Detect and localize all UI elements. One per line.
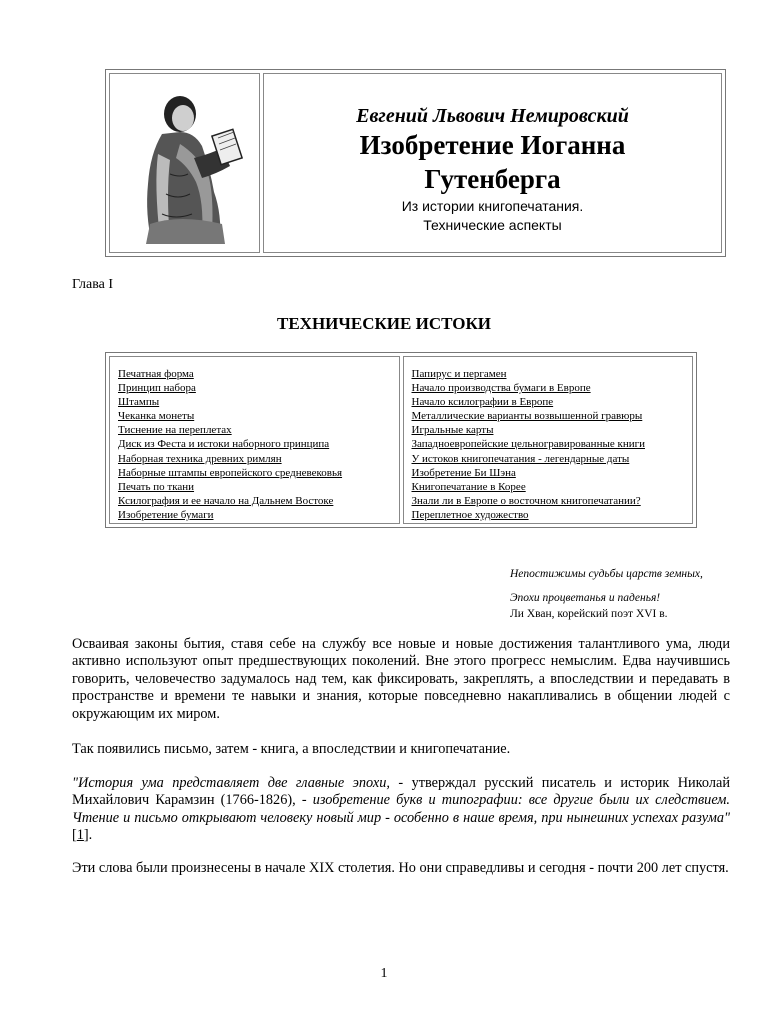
- epigraph-line2: Эпохи процветанья и паденья!: [510, 592, 661, 604]
- title-banner: [105, 69, 726, 257]
- toc-link[interactable]: Знали ли в Европе о восточном книгопечатании?: [411, 494, 641, 507]
- toc-link[interactable]: Начало производства бумаги в Европе: [411, 382, 591, 395]
- karamzin-quote-start: "История ума представляет две главные эпохи,: [72, 775, 390, 791]
- toc-link[interactable]: Наборные штампы европейского средневековья: [118, 466, 343, 479]
- toc-right-column: [403, 356, 694, 524]
- epigraph: [510, 566, 703, 622]
- toc-link[interactable]: Тиснение на переплетах: [118, 424, 232, 437]
- footnote-link[interactable]: 1: [76, 827, 84, 844]
- reading-figure-image: [110, 74, 259, 252]
- table-of-contents: [105, 352, 697, 528]
- karamzin-quote-end: изобретение букв и типографии: все другие были их следствием. Чтение и письмо открывают человеку новый мир - особенно в наше время, при нынешних успехах разума": [72, 792, 731, 826]
- chapter-label: Глава I: [72, 277, 114, 292]
- toc-left-column: [109, 356, 400, 524]
- toc-link[interactable]: Печатная форма: [118, 368, 194, 380]
- toc-link[interactable]: Изобретение бумаги: [118, 508, 214, 521]
- toc-link[interactable]: Переплетное художество: [411, 508, 529, 521]
- toc-link[interactable]: Чеканка монеты: [118, 410, 195, 423]
- toc-link[interactable]: Наборная техника древних римлян: [118, 452, 282, 465]
- toc-link[interactable]: У истоков книгопечатания - легендарные даты: [411, 452, 630, 465]
- toc-link[interactable]: Начало ксилографии в Европе: [411, 396, 554, 409]
- toc-link[interactable]: Печать по ткани: [118, 480, 195, 493]
- paragraph-2: Так появились письмо, затем - книга, а впоследствии и книгопечатание.: [72, 741, 511, 757]
- book-subtitle-line2: Технические аспекты: [423, 217, 562, 233]
- page-number: 1: [380, 966, 388, 981]
- toc-link[interactable]: Металлические варианты возвышенной гравюры: [411, 410, 643, 423]
- section-title: ТЕХНИЧЕСКИЕ ИСТОКИ: [276, 314, 492, 333]
- toc-link[interactable]: Книгопечатание в Корее: [411, 480, 526, 493]
- epigraph-line1: Непостижимы судьбы царств земных,: [510, 568, 703, 580]
- scholar-illustration: [109, 73, 260, 253]
- toc-link[interactable]: Принцип набора: [118, 382, 196, 395]
- toc-link[interactable]: Западноевропейские цельногравированные книги: [411, 438, 645, 451]
- toc-link[interactable]: Диск из Феста и истоки наборного принципа: [118, 438, 330, 451]
- book-author: Евгений Львович Немировский: [356, 105, 629, 127]
- karamzin-attribution: - утверждал русский писатель и историк Николай Михайлович Карамзин (1766-1826), -: [72, 775, 730, 809]
- title-block: [263, 73, 722, 253]
- toc-link[interactable]: Ксилография и ее начало на Дальнем Востоке: [118, 494, 334, 507]
- paragraph-1: Осваивая законы бытия, ставя себе на службу все новые и новые достижения талантливого ума, люди активно используют опыт предшествующих поколений. Вне этого прогресс немыслим. Едва научившись говорить, человечество задумалось над тем, как фиксировать, закреплять, а впоследствии и передавать в пространстве и времени те навыки и знания, которые повседневно накапливались в общении людей с окружающим их миром.: [72, 636, 730, 722]
- epigraph-attribution: Ли Хван, корейский поэт XVI в.: [510, 608, 668, 620]
- toc-link[interactable]: Изобретение Би Шэна: [411, 466, 516, 479]
- toc-link[interactable]: Игральные карты: [411, 424, 494, 437]
- book-title: Изобретение Иоганна Гутенберга: [359, 130, 626, 194]
- paragraph-3: "История ума представляет две главные эпохи, - утверждал русский писатель и историк Николай Михайлович Карамзин (1766-1826), - изобретение букв и типографии: все другие были их следствием. Чтение и письмо открывают человеку новый мир - особенно в наше время, при нынешних успехах разума" [1].: [72, 775, 731, 844]
- book-subtitle-line1: Из истории книгопечатания.: [401, 198, 584, 214]
- toc-link[interactable]: Штампы: [118, 396, 160, 409]
- toc-link[interactable]: Папирус и пергамен: [411, 368, 507, 380]
- paragraph-4: Эти слова были произнесены в начале XIX столетия. Но они справедливы и сегодня - почти 200 лет спустя.: [72, 860, 729, 876]
